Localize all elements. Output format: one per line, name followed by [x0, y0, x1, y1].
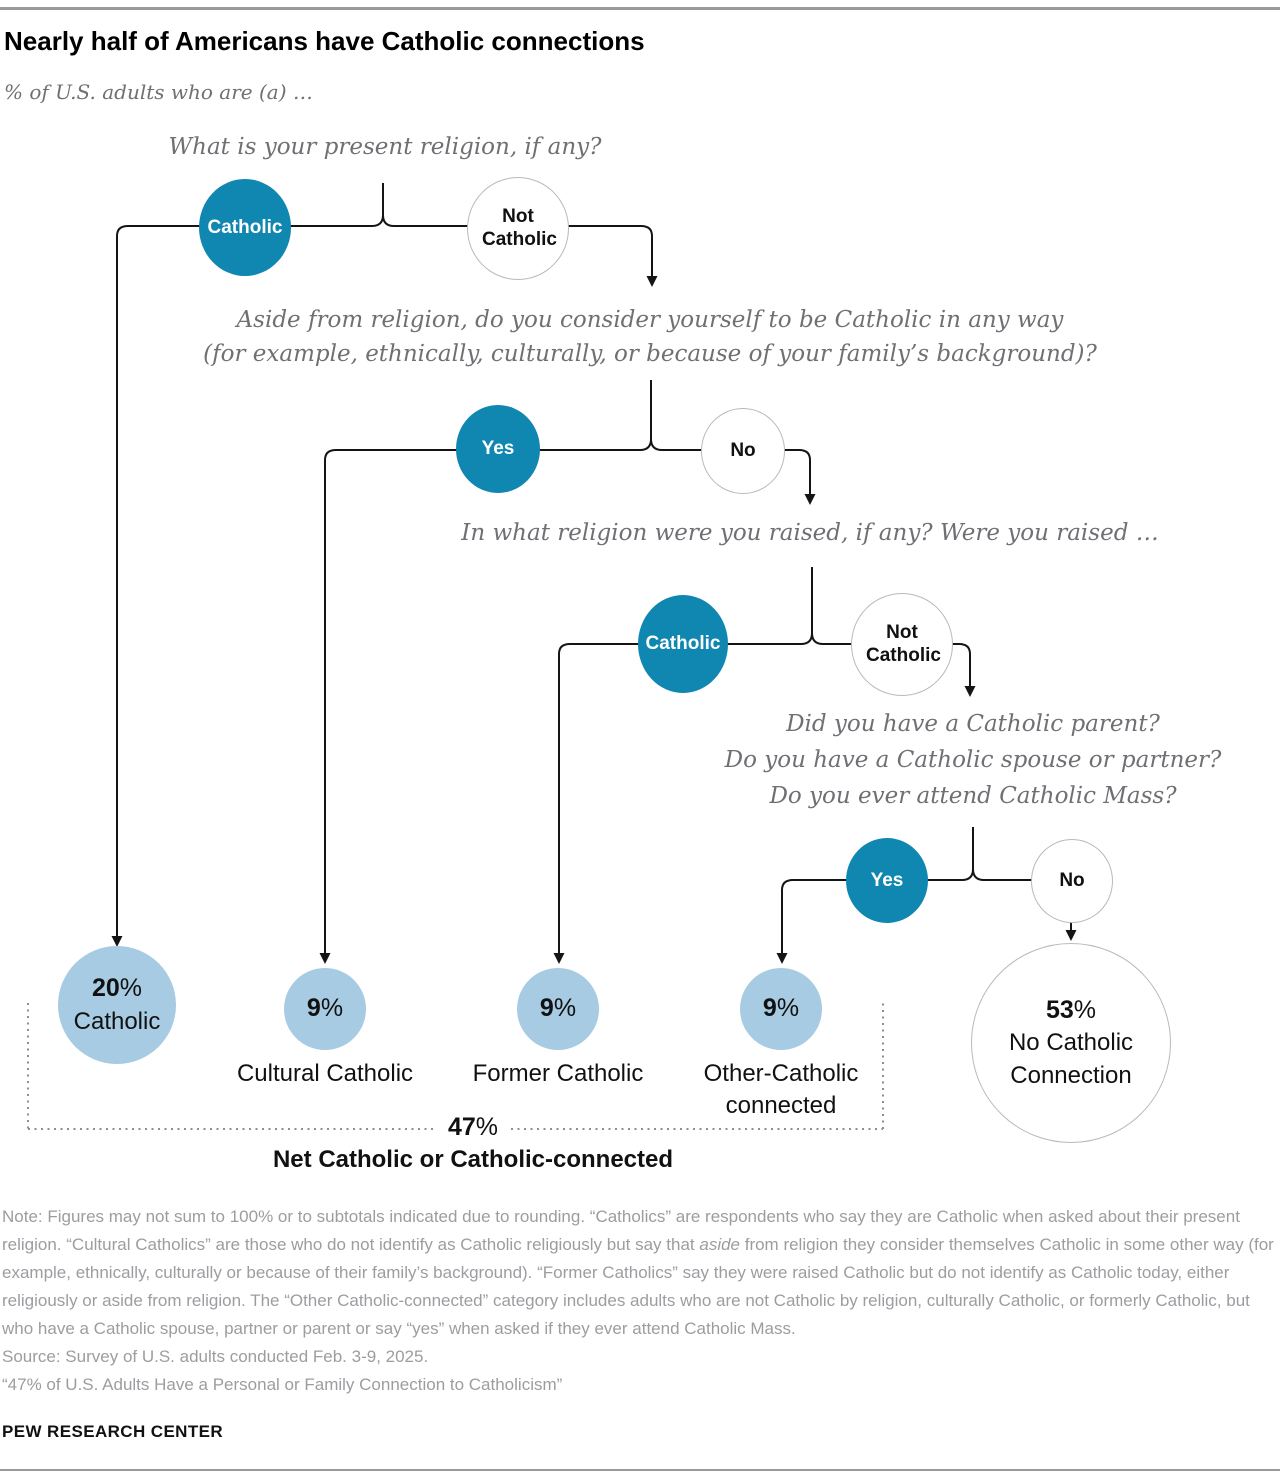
result-catholic-circle [58, 946, 176, 1064]
result-label-line: Connection [1010, 1061, 1132, 1089]
note-text: Note: Figures may not sum to 100% or to subtotals indicated due to rounding. “Catholics” are respondents who say they are Catholic when asked about their present religion. “Cultural Catholics” are those who do not identify as Catholic religiously but say that aside from religion they consider themselves Catholic in some other way (for example, ethnically, culturally or because of their family’s background). “Former Catholics” say they were raised Catholic but do not identify as Catholic today, either religiously or aside from religion. The “Other Catholic-connected” category includes adults who are not Catholic by religion, culturally Catholic, or formerly Catholic, but who have a Catholic spouse, partner or parent or say “yes” when asked if they ever attend Catholic Mass. [2, 1207, 1274, 1338]
arrow-down-icon [777, 953, 788, 964]
result-label-line: connected [725, 1092, 837, 1119]
source-line: Source: Survey of U.S. adults conducted Feb. 3-9, 2025. [2, 1347, 429, 1366]
result-value: 9% [539, 994, 577, 1023]
result-former-circle [517, 968, 599, 1050]
net-total-label: Net Catholic or Catholic-connected [272, 1146, 674, 1173]
node-l3-not-catholic [851, 593, 953, 696]
arrow-down-icon [647, 276, 658, 287]
result-value: 20% [91, 973, 143, 1002]
result-label: Catholic [73, 1007, 161, 1035]
node-label: Yes [870, 869, 904, 891]
node-label: No [1059, 869, 1085, 891]
arrow-down-icon [965, 686, 976, 697]
node-l1-catholic [199, 179, 291, 276]
node-label: Not Catholic [482, 206, 557, 250]
net-total-value: 47% [442, 1113, 504, 1142]
connector-l1-left [117, 183, 383, 936]
node-label: Not Catholic [866, 622, 941, 666]
question-religion-raised: In what religion were you raised, if any? Were you raised … [461, 520, 1159, 546]
pew-research-center-brand: PEW RESEARCH CENTER [2, 1422, 224, 1441]
question-line: Do you have a Catholic spouse or partner? [724, 747, 1222, 773]
page-title: Nearly half of Americans have Catholic connections [4, 26, 645, 56]
result-label-line: No Catholic [1008, 1029, 1134, 1057]
node-l4-yes [846, 838, 928, 923]
result-cultural-circle [284, 968, 366, 1050]
question-line: Did you have a Catholic parent? [786, 711, 1160, 737]
arrow-down-icon [1066, 930, 1077, 941]
question-line: (for example, ethnically, culturally, or because of your family’s background)? [203, 341, 1097, 367]
node-l3-catholic [638, 595, 728, 693]
result-value: 53% [1045, 995, 1097, 1024]
chart-subtitle: % of U.S. adults who are (a) … [4, 80, 313, 104]
node-l1-not-catholic [467, 177, 569, 280]
question-line: Do you ever attend Catholic Mass? [769, 783, 1177, 809]
result-no-connection-circle [971, 943, 1171, 1143]
question-present-religion: What is your present religion, if any? [168, 134, 602, 160]
arrow-down-icon [554, 953, 565, 964]
arrow-down-icon [805, 494, 816, 505]
node-label: Catholic [207, 216, 283, 238]
result-label-line: Other-Catholic [703, 1060, 859, 1087]
report-title-line: “47% of U.S. Adults Have a Personal or Family Connection to Catholicism” [2, 1375, 563, 1394]
result-other-label [704, 1058, 859, 1122]
result-value: 9% [306, 994, 344, 1023]
node-label: No [730, 439, 756, 461]
result-former-label: Former Catholic [472, 1060, 644, 1087]
arrow-down-icon [320, 953, 331, 964]
node-l4-no [1031, 839, 1113, 923]
node-l2-no [701, 408, 785, 494]
node-label: Yes [481, 438, 515, 459]
result-cultural-label: Cultural Catholic [236, 1060, 414, 1087]
result-other-circle [740, 968, 822, 1050]
question-line: Aside from religion, do you consider yourself to be Catholic in any way [236, 307, 1064, 333]
node-label: Catholic [645, 633, 721, 654]
node-l2-yes [456, 405, 540, 493]
result-value: 9% [762, 994, 800, 1023]
